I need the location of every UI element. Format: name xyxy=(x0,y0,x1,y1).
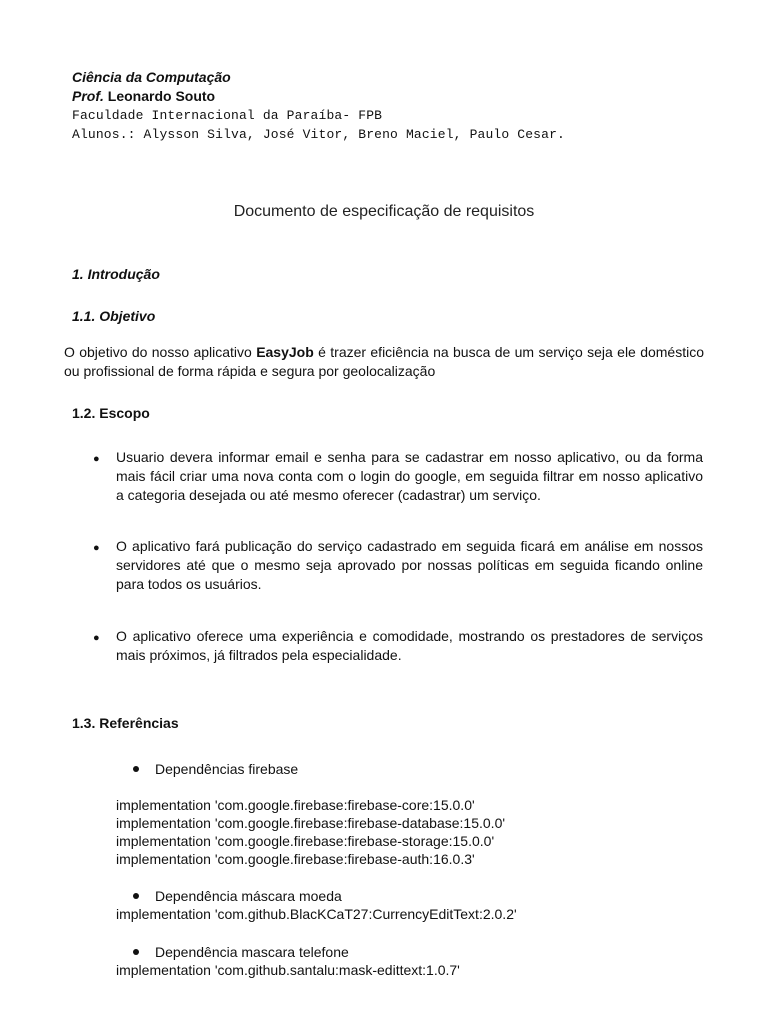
dependency-label: Dependências firebase xyxy=(155,761,299,777)
scope-item: Usuario devera informar email e senha para se cadastrar em nosso aplicativo, ou da forma mais fácil criar uma nova conta com o login do google, em seguida filtrar em nosso aplicativo a categoria desejada ou até mesmo oferecer (cadastrar) um serviço. xyxy=(116,449,703,503)
bullet-icon xyxy=(133,949,139,955)
dependency-line: implementation 'com.google.firebase:firebase-storage:15.0.0' xyxy=(116,833,495,849)
bullet-icon: ● xyxy=(93,453,100,465)
heading-references: 1.3. Referências xyxy=(72,715,179,731)
heading-scope: 1.2. Escopo xyxy=(72,405,150,421)
dependency-line: implementation 'com.google.firebase:firebase-database:15.0.0' xyxy=(116,815,506,831)
professor-line xyxy=(72,88,215,104)
dependency-line: implementation 'com.github.santalu:mask-edittext:1.0.7' xyxy=(116,962,460,978)
scope-item: O aplicativo oferece uma experiência e comodidade, mostrando os prestadores de serviços mais próximos, já filtrados pela especialidade. xyxy=(116,628,703,663)
professor-name: Leonardo Souto xyxy=(103,88,216,104)
dependency-line: implementation 'com.github.BlacKCaT27:CurrencyEditText:2.0.2' xyxy=(116,906,517,922)
professor-label: Prof. xyxy=(72,88,104,104)
scope-item: O aplicativo fará publicação do serviço cadastrado em seguida ficará em análise em nossos servidores até que o mesmo seja aprovado por nossas políticas em seguida ficando online para todos os usuários. xyxy=(116,538,703,592)
students-line: Alunos.: Alysson Silva, José Vitor, Breno Maciel, Paulo Cesar. xyxy=(72,127,565,142)
dependency-line: implementation 'com.google.firebase:firebase-auth:16.0.3' xyxy=(116,851,475,867)
bullet-icon: ● xyxy=(93,632,100,644)
heading-introduction: 1. Introdução xyxy=(72,266,160,282)
app-name: EasyJob xyxy=(256,344,314,360)
course-name: Ciência da Computação xyxy=(72,69,231,85)
bullet-icon xyxy=(133,766,139,772)
bullet-icon: ● xyxy=(93,542,100,554)
heading-objective: 1.1. Objetivo xyxy=(72,308,156,324)
objective-paragraph: O objetivo do nosso aplicativo EasyJob é trazer eficiência na busca de um serviço seja ele doméstico ou profissional de forma rápida e segura por geolocalização xyxy=(64,344,704,379)
bullet-icon xyxy=(133,893,139,899)
institution-line: Faculdade Internacional da Paraíba- FPB xyxy=(72,108,383,123)
dependency-line: implementation 'com.google.firebase:firebase-core:15.0.0' xyxy=(116,797,475,813)
dependency-label: Dependência mascara telefone xyxy=(155,944,349,960)
document-title: Documento de especificação de requisitos xyxy=(233,203,535,220)
dependency-label: Dependência máscara moeda xyxy=(155,888,342,904)
